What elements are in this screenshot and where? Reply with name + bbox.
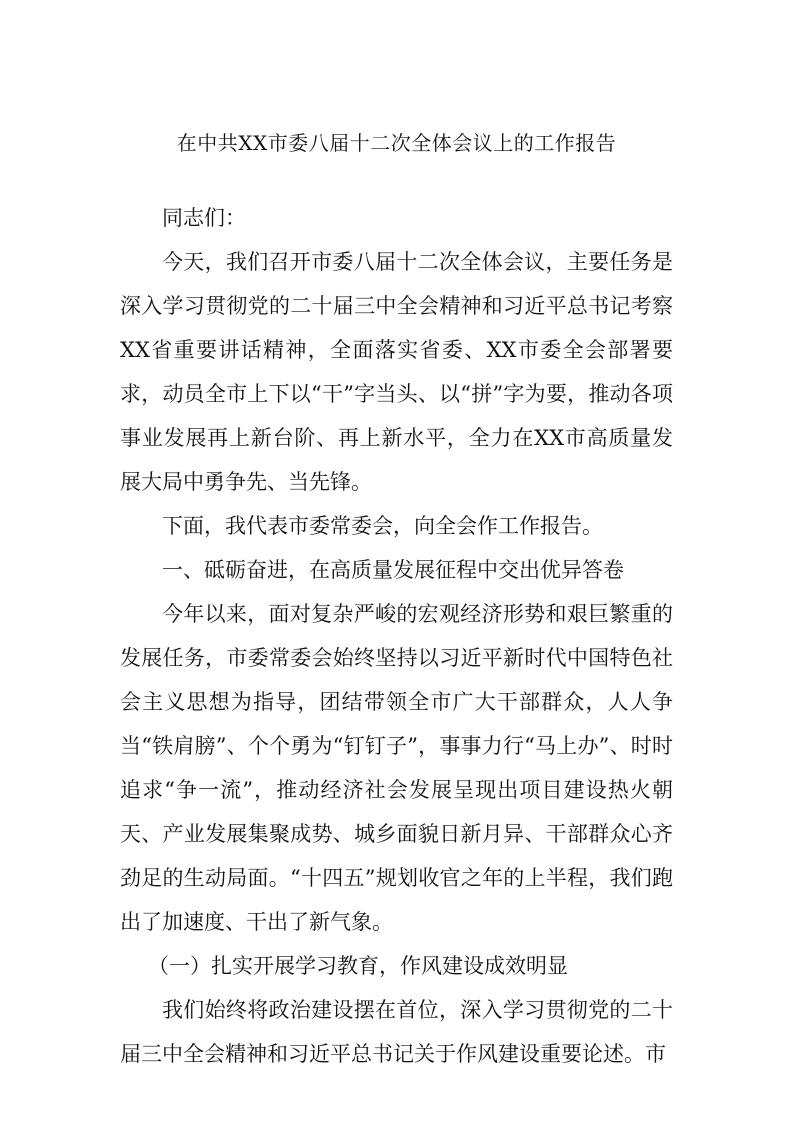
- body-paragraph: 我们始终将政治建设摆在首位，深入学习贯彻党的二十届三中全会精神和习近平总书记关于作风建设重要论述。市: [120, 998, 673, 1066]
- body-paragraph: 下面，我代表市委常委会，向全会作工作报告。: [162, 514, 603, 538]
- body-paragraph: 今天，我们召开市委八届十二次全体会议，主要任务是深入学习贯彻党的二十届三中全会精神和习近平总书记考察XX省重要讲话精神，全面落实省委、XX市委全会部署要求，动员全市上下以“干”字当头、以“拼”字为要，推动各项事业发展再上新台阶、再上新水平，全力在XX市高质量发展大局中勇争先、当先锋。: [120, 250, 673, 494]
- document-title: 在中共XX市委八届十二次全体会议上的工作报告: [176, 131, 617, 155]
- document-body: [120, 196, 673, 1076]
- salutation: 同志们：: [162, 206, 246, 230]
- section-heading: 一、砥砺奋进，在高质量发展征程中交出优异答卷: [162, 558, 624, 582]
- body-paragraph: 今年以来，面对复杂严峻的宏观经济形势和艰巨繁重的发展任务，市委常委会始终坚持以习近平新时代中国特色社会主义思想为指导，团结带领全市广大干部群众，人人争当“铁肩膀”、个个勇为“钉钉子”，事事力行“马上办”、时时追求“争一流”，推动经济社会发展呈现出项目建设热火朝天、产业发展集聚成势、城乡面貌日新月异、干部群众心齐劲足的生动局面。“十四五”规划收官之年的上半程，我们跑出了加速度、干出了新气象。: [120, 602, 673, 934]
- subsection-heading: （一）扎实开展学习教育，作风建设成效明显: [148, 954, 568, 978]
